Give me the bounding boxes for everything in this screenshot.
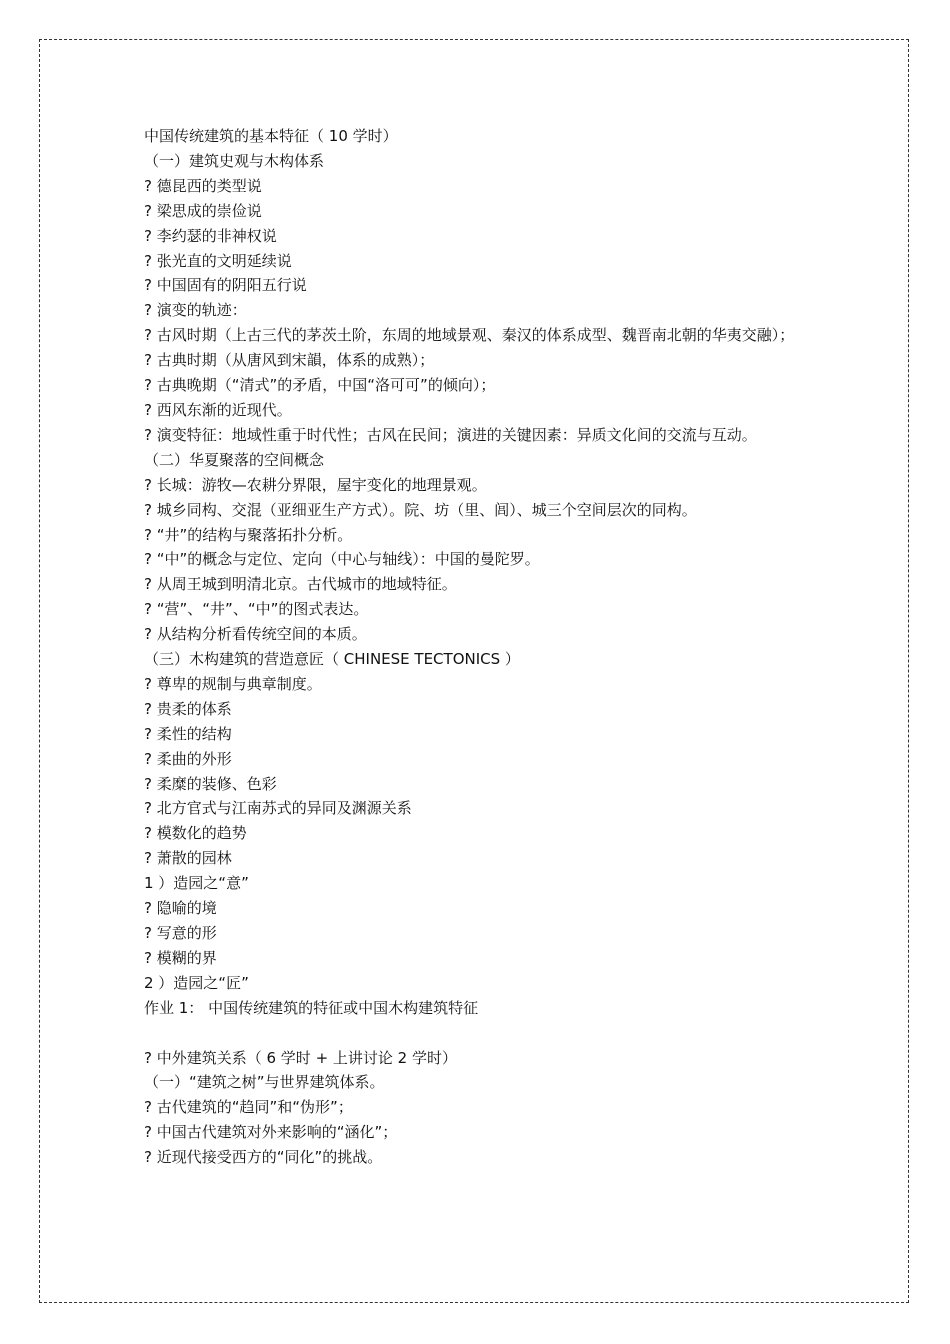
list-item: ? 尊卑的规制与典章制度。 — [144, 674, 322, 693]
section-title: ? 中外建筑关系（ 6 学时 + 上讲讨论 2 学时） — [144, 1048, 457, 1067]
list-item: ? 西风东渐的近现代。 — [144, 400, 292, 419]
list-item: ? 中国古代建筑对外来影响的“涵化”； — [144, 1123, 398, 1142]
list-item: ? 张光直的文明延续说 — [144, 251, 292, 270]
list-item: ? 从结构分析看传统空间的本质。 — [144, 625, 367, 644]
list-item: ? “井”的结构与聚落拓扑分析。 — [144, 525, 353, 544]
numbered-item: 2 ）造园之“匠” — [144, 973, 249, 992]
document-body — [144, 124, 824, 1170]
list-item: ? 柔糜的装修、色彩 — [144, 774, 277, 793]
assignment-line: 作业 1： 中国传统建筑的特征或中国木构建筑特征 — [144, 998, 479, 1017]
list-item: ? 贵柔的体系 — [144, 699, 232, 718]
list-item: ? 隐喻的境 — [144, 899, 217, 918]
list-item: ? 古典时期（从唐风到宋韻，体系的成熟）； — [144, 351, 435, 370]
list-item: ? 萧散的园林 — [144, 849, 232, 868]
list-item: ? 德昆西的类型说 — [144, 176, 262, 195]
section-title: 中国传统建筑的基本特征（ 10 学时） — [144, 127, 398, 145]
list-item: ? 城乡同构、交混（亚细亚生产方式）。院、坊（里、闾）、城三个空间层次的同构。 — [144, 500, 697, 519]
list-item: ? 梁思成的崇俭说 — [144, 201, 262, 220]
list-item: ? 从周王城到明清北京。古代城市的地域特征。 — [144, 575, 457, 594]
list-item: ? 演变特征：地域性重于时代性；古风在民间；演进的关键因素：异质文化间的交流与互动。 — [144, 425, 757, 444]
list-item: ? 李约瑟的非神权说 — [144, 226, 277, 245]
list-item: ? 古典晚期（“清式”的矛盾，中国“洛可可”的倾向）； — [144, 376, 496, 395]
subsection-heading: （二）华夏聚落的空间概念 — [144, 450, 325, 469]
list-item: ? 模数化的趋势 — [144, 824, 247, 843]
subsection-heading: （一）建筑史观与木构体系 — [144, 151, 325, 170]
numbered-item: 1 ）造园之“意” — [144, 874, 249, 893]
list-item: ? 模糊的界 — [144, 948, 217, 967]
list-item: ? 中国固有的阴阳五行说 — [144, 276, 307, 295]
list-item: ? 长城：游牧—农耕分界限，屋宇变化的地理景观。 — [144, 475, 487, 494]
list-item: ? “营”、“井”、“中”的图式表达。 — [144, 600, 369, 619]
list-item: ? “中”的概念与定位、定向（中心与轴线）：中国的曼陀罗。 — [144, 550, 540, 569]
list-item: ? 写意的形 — [144, 924, 217, 942]
subsection-heading: （三）木构建筑的营造意匠（ CHINESE TECTONICS ） — [144, 650, 520, 669]
list-item: ? 近现代接受西方的“同化”的挑战。 — [144, 1148, 383, 1167]
list-item: ? 北方官式与江南苏式的异同及渊源关系 — [144, 799, 412, 818]
blank-line — [144, 1021, 824, 1046]
list-item: ? 演变的轨迹： — [144, 301, 247, 320]
list-item: ? 柔曲的外形 — [144, 749, 232, 768]
list-item: ? 古代建筑的“趋同”和“伪形”； — [144, 1098, 353, 1117]
subsection-heading: （一）“建筑之树”与世界建筑体系。 — [144, 1073, 385, 1092]
list-item: ? 柔性的结构 — [144, 724, 232, 743]
list-item: ? 古风时期（上古三代的茅茨土阶，东周的地域景观、秦汉的体系成型、魏晋南北朝的华夷交融）； — [144, 326, 795, 345]
